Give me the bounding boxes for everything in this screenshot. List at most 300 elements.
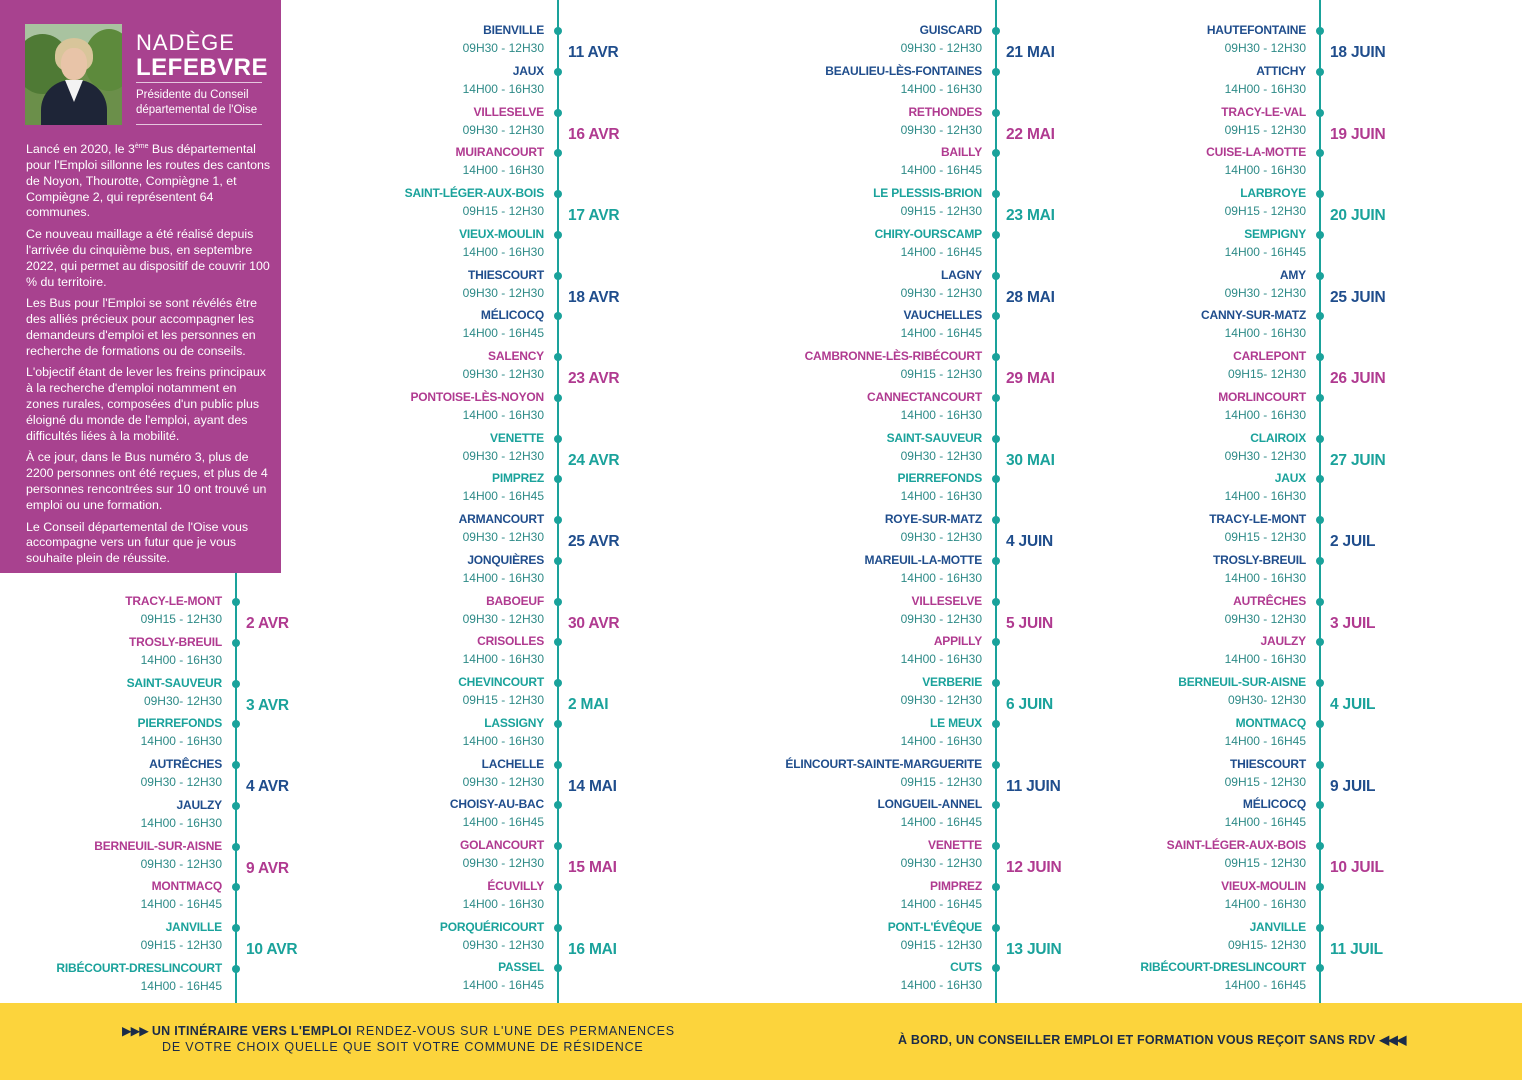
timeline-dot [1316, 842, 1324, 850]
stop-hours: 09H30 - 12H30 [1224, 41, 1306, 55]
timeline-dot [992, 312, 1000, 320]
stop-city: VENETTE [928, 838, 982, 852]
timeline-dot [232, 680, 240, 688]
stop-hours: 14H00 - 16H45 [140, 897, 222, 912]
stop-hours: 14H00 - 16H45 [462, 489, 544, 504]
stop-city: CUTS [950, 960, 982, 975]
stop-hours: 14H00 - 16H30 [462, 407, 544, 422]
stop-hours: 09H30 - 12H30 [900, 285, 982, 300]
stop-hours: 09H15 - 12H30 [900, 367, 982, 381]
stop-city: JANVILLE [1249, 919, 1306, 934]
stop-hours: 09H30 - 12H30 [900, 122, 982, 137]
stop-hours: 14H00 - 16H45 [1224, 733, 1306, 748]
stop-city: PIERREFONDS [897, 471, 982, 486]
stop-hours: 14H00 - 16H45 [140, 978, 222, 993]
timeline-dot [554, 27, 562, 35]
stop-hours: 14H00 - 16H30 [462, 81, 544, 96]
stop-hours: 14H00 - 16H45 [1224, 815, 1306, 830]
stop-hours: 09H30 - 12H30 [462, 41, 544, 55]
stop-city: TROSLY-BREUIL [1213, 552, 1306, 567]
timeline-dot [1316, 516, 1324, 524]
stop-hours: 14H00 - 16H45 [900, 163, 982, 178]
stop-hours: 09H15 - 12H30 [1224, 774, 1306, 789]
triple-arrow-left-icon: ◀◀◀ [1379, 1033, 1406, 1047]
timeline-dot [1316, 924, 1324, 932]
timeline-dot [992, 638, 1000, 646]
stop-city: CANNECTANCOURT [867, 389, 982, 404]
stop-city: MÉLICOCQ [1242, 797, 1306, 812]
timeline-dot [992, 68, 1000, 76]
timeline-dot [992, 598, 1000, 606]
day-date: 11 JUIN [1006, 777, 1061, 795]
stop-hours: 14H00 - 16H30 [462, 570, 544, 585]
timeline-dot [1316, 27, 1324, 35]
day-date: 24 AVR [568, 451, 620, 469]
stop-city: TRACY-LE-MONT [125, 594, 222, 608]
timeline-dot [232, 598, 240, 606]
stop-hours: 09H30 - 12H30 [462, 285, 544, 300]
stop-city: LE MEUX [930, 715, 982, 730]
stop-hours: 14H00 - 16H30 [1224, 489, 1306, 504]
stop-hours: 09H30 - 12H30 [140, 775, 222, 789]
timeline-dot [992, 801, 1000, 809]
day-date: 16 AVR [568, 125, 620, 143]
timeline-dot [1316, 353, 1324, 361]
stop-hours: 14H00 - 16H30 [462, 652, 544, 667]
stop-hours: 09H30 - 12H30 [900, 611, 982, 626]
stop-hours: 09H15 - 12H30 [462, 204, 544, 218]
day-date: 2 JUIL [1330, 533, 1376, 550]
timeline-dot [1316, 272, 1324, 280]
intro-paragraph: Lancé en 2020, le 3ème Bus départemental pour l'Emploi sillonne les routes des cantons de Noyon, Thourotte, Compiègne 1, et Compiègne 2, qui représentent 64 communes. [26, 142, 271, 220]
timeline-dot [1316, 557, 1324, 565]
stop-city: CRISOLLES [477, 634, 544, 649]
day-date: 29 MAI [1006, 370, 1055, 387]
stop-hours: 09H30 - 12H30 [462, 448, 544, 463]
day-date: 21 MAI [1006, 44, 1055, 61]
stop-city: VILLESELVE [911, 593, 982, 608]
timeline-dot [992, 190, 1000, 198]
stop-city: THIESCOURT [1229, 756, 1306, 771]
timeline-dot [554, 924, 562, 932]
stop-city: VAUCHELLES [903, 308, 982, 323]
stop-city: APPILLY [933, 634, 982, 649]
timeline-dot [1316, 394, 1324, 402]
timeline-dot [554, 557, 562, 565]
stop-hours: 09H15 - 12H30 [140, 612, 222, 626]
day-date: 4 JUIL [1330, 696, 1376, 713]
footer-left-line1: ▶▶▶ UN ITINÉRAIRE VERS L'EMPLOI RENDEZ-VOUS SUR L'UNE DES PERMANENCES [122, 1024, 675, 1038]
timeline-dot [554, 598, 562, 606]
timeline-dot [1316, 638, 1324, 646]
timeline-dot [554, 435, 562, 443]
stop-city: JAULZY [176, 797, 222, 812]
timeline-dot [992, 761, 1000, 769]
timeline-dot [554, 883, 562, 891]
timeline-dot [1316, 68, 1324, 76]
stop-city: PIMPREZ [930, 878, 982, 893]
portrait-photo [25, 24, 122, 125]
stop-city: BABOEUF [486, 593, 544, 608]
stop-city: PORQUÉRICOURT [439, 919, 544, 934]
timeline-dot [992, 475, 1000, 483]
stop-hours: 14H00 - 16H45 [1224, 978, 1306, 993]
stop-city: VIEUX-MOULIN [459, 226, 544, 241]
timeline-dot [554, 842, 562, 850]
stop-hours: 09H30 - 12H30 [900, 693, 982, 707]
day-date: 26 JUIN [1330, 370, 1386, 387]
stop-city: VILLESELVE [473, 104, 544, 119]
stop-city: TRACY-LE-MONT [1209, 512, 1306, 526]
timeline-dot [992, 842, 1000, 850]
day-date: 25 JUIN [1330, 288, 1386, 306]
day-date: 11 JUIL [1330, 940, 1383, 958]
stop-hours: 09H30 - 12H30 [462, 937, 544, 952]
stop-hours: 09H30 - 12H30 [462, 367, 544, 381]
stop-hours: 14H00 - 16H30 [900, 978, 982, 993]
timeline-dot [554, 679, 562, 687]
timeline-dot [232, 924, 240, 932]
stop-city: CANNY-SUR-MATZ [1201, 308, 1306, 323]
stop-city: PONT-L'ÉVÊQUE [887, 919, 982, 934]
timeline-dot [1316, 883, 1324, 891]
timeline-dot [554, 761, 562, 769]
stop-city: CHEVINCOURT [458, 675, 544, 689]
stop-city: GOLANCOURT [460, 838, 544, 852]
day-date: 23 AVR [568, 370, 620, 387]
stop-hours: 14H00 - 16H30 [462, 896, 544, 911]
day-date: 13 JUIN [1006, 940, 1062, 958]
stop-hours: 14H00 - 16H45 [900, 815, 982, 830]
stop-hours: 09H30- 12H30 [1227, 693, 1306, 707]
stop-hours: 14H00 - 16H30 [140, 734, 222, 749]
footer-right-text: À BORD, UN CONSEILLER EMPLOI ET FORMATION VOUS REÇOIT SANS RDV ◀◀◀ [898, 1033, 1406, 1047]
day-date: 9 JUIL [1330, 777, 1376, 795]
stop-hours: 14H00 - 16H30 [1224, 407, 1306, 422]
timeline-dot [1316, 190, 1324, 198]
day-date: 10 AVR [246, 941, 298, 958]
day-date: 17 AVR [568, 207, 620, 224]
day-date: 12 JUIN [1006, 859, 1062, 876]
timeline-dot [554, 272, 562, 280]
stop-city: SALENCY [488, 349, 544, 363]
timeline-dot [1316, 231, 1324, 239]
stop-city: VIEUX-MOULIN [1221, 878, 1306, 893]
stop-hours: 14H00 - 16H30 [1224, 652, 1306, 667]
stop-city: CAMBRONNE-LÈS-RIBÉCOURT [804, 349, 982, 363]
stop-city: PIMPREZ [492, 471, 544, 486]
stop-hours: 09H30 - 12H30 [462, 774, 544, 789]
stop-hours: 09H30 - 12H30 [900, 530, 982, 544]
stop-city: CLAIROIX [1250, 430, 1306, 445]
stop-city: CHOISY-AU-BAC [449, 797, 544, 812]
intro-panel [0, 0, 281, 573]
stop-city: PONTOISE-LÈS-NOYON [410, 389, 544, 404]
timeline-dot [992, 231, 1000, 239]
stop-city: VENETTE [490, 430, 544, 445]
stop-city: CARLEPONT [1233, 349, 1306, 363]
timeline-dot [1316, 435, 1324, 443]
day-date: 3 AVR [246, 696, 289, 714]
stop-city: JAUX [1274, 471, 1306, 486]
stop-city: MONTMACQ [151, 879, 222, 894]
intro-paragraph: Les Bus pour l'Emploi se sont révélés être des alliés précieux pour accompagner les demandeurs d'emploi et les personnes en recherche de formations ou de conseils. [26, 296, 258, 358]
footer-left-line2: DE VOTRE CHOIX QUELLE QUE SOIT VOTRE COMMUNE DE RÉSIDENCE [162, 1040, 644, 1054]
stop-hours: 14H00 - 16H30 [462, 244, 544, 259]
stop-city: GUISCARD [919, 23, 982, 37]
stop-city: JONQUIÈRES [467, 552, 544, 567]
day-date: 4 AVR [246, 778, 289, 795]
stop-city: BERNEUIL-SUR-AISNE [94, 838, 222, 853]
stop-city: LACHELLE [481, 756, 544, 771]
stop-city: HAUTEFONTAINE [1206, 23, 1306, 37]
stop-city: MUIRANCOURT [455, 145, 544, 160]
timeline-dot [1316, 149, 1324, 157]
stop-hours: 14H00 - 16H30 [1224, 326, 1306, 341]
stop-city: AUTRÊCHES [149, 757, 222, 771]
stop-hours: 09H30 - 12H30 [1224, 285, 1306, 300]
stop-hours: 14H00 - 16H45 [1224, 244, 1306, 259]
timeline-dot [992, 394, 1000, 402]
divider [136, 82, 262, 83]
timeline-dot [992, 883, 1000, 891]
stop-hours: 09H15 - 12H30 [1224, 530, 1306, 544]
timeline-dot [1316, 312, 1324, 320]
day-date: 10 JUIL [1330, 859, 1384, 876]
stop-city: MAREUIL-LA-MOTTE [864, 552, 982, 567]
stop-hours: 09H30 - 12H30 [1224, 611, 1306, 626]
stop-hours: 09H30 - 12H30 [462, 856, 544, 870]
stop-hours: 09H15- 12H30 [1227, 937, 1306, 952]
timeline-dot [992, 435, 1000, 443]
stop-city: AUTRÊCHES [1233, 593, 1306, 608]
stop-hours: 14H00 - 16H45 [462, 978, 544, 993]
timeline-dot [554, 720, 562, 728]
stop-hours: 14H00 - 16H30 [900, 652, 982, 667]
president-role: Présidente du Conseil départemental de l'Oise [136, 89, 258, 116]
timeline-dot [232, 883, 240, 891]
day-date: 28 MAI [1006, 288, 1055, 306]
stop-city: ROYE-SUR-MATZ [884, 512, 982, 526]
stop-hours: 09H15 - 12H30 [1224, 122, 1306, 137]
stop-hours: 14H00 - 16H30 [900, 570, 982, 585]
stop-city: ÉLINCOURT-SAINTE-MARGUERITE [785, 756, 982, 771]
stop-city: MONTMACQ [1235, 715, 1306, 730]
stop-hours: 09H30 - 12H30 [1224, 448, 1306, 463]
stop-city: SEMPIGNY [1244, 226, 1306, 241]
timeline-dot [992, 353, 1000, 361]
day-date: 15 MAI [568, 859, 617, 876]
timeline-dot [992, 272, 1000, 280]
timeline-dot [992, 516, 1000, 524]
stop-city: JANVILLE [165, 920, 222, 934]
stop-hours: 09H15 - 12H30 [900, 937, 982, 952]
stop-city: BIENVILLE [483, 23, 544, 37]
divider [136, 124, 262, 125]
stop-hours: 09H15 - 12H30 [900, 774, 982, 789]
stop-hours: 14H00 - 16H30 [1224, 81, 1306, 96]
timeline-dot [1316, 679, 1324, 687]
timeline-dot [554, 149, 562, 157]
day-date: 5 JUIN [1006, 614, 1054, 632]
timeline-dot [232, 802, 240, 810]
stop-hours: 09H30- 12H30 [143, 693, 222, 708]
stop-city: RETHONDES [908, 104, 982, 119]
stop-hours: 14H00 - 16H30 [462, 163, 544, 178]
stop-hours: 09H30 - 12H30 [462, 122, 544, 137]
timeline-dot [232, 639, 240, 647]
timeline-dot [1316, 109, 1324, 117]
day-date: 20 JUIN [1330, 207, 1386, 224]
timeline-dot [1316, 475, 1324, 483]
stop-city: BAILLY [940, 145, 982, 160]
day-date: 27 JUIN [1330, 451, 1386, 469]
stop-city: RIBÉCOURT-DRESLINCOURT [56, 960, 222, 975]
stop-hours: 14H00 - 16H30 [1224, 570, 1306, 585]
stop-city: SAINT-LÉGER-AUX-BOIS [404, 186, 544, 200]
timeline-dot [232, 720, 240, 728]
stop-hours: 14H00 - 16H45 [462, 815, 544, 830]
day-date: 2 MAI [568, 696, 609, 713]
stop-hours: 09H30 - 12H30 [462, 530, 544, 544]
stop-city: MÉLICOCQ [480, 308, 544, 323]
timeline-dot [554, 190, 562, 198]
stop-hours: 14H00 - 16H30 [900, 489, 982, 504]
timeline-dot [1316, 598, 1324, 606]
intro-paragraph: Le Conseil départemental de l'Oise vous accompagne vers un futur que je vous souhaite plein de réussite. [26, 519, 249, 566]
stop-city: MORLINCOURT [1218, 389, 1306, 404]
stop-city: TROSLY-BREUIL [129, 634, 222, 649]
timeline-dot [554, 801, 562, 809]
stop-city: ARMANCOURT [458, 512, 544, 526]
timeline-dot [992, 27, 1000, 35]
timeline-dot [554, 109, 562, 117]
day-date: 18 JUIN [1330, 44, 1386, 61]
stop-hours: 09H30 - 12H30 [462, 611, 544, 626]
president-last-name: LEFEBVRE [136, 54, 269, 81]
day-date: 3 JUIL [1330, 614, 1376, 632]
day-date: 30 AVR [568, 614, 620, 632]
timeline-dot [554, 638, 562, 646]
stop-hours: 14H00 - 16H30 [1224, 163, 1306, 178]
stop-hours: 09H15 - 12H30 [1224, 856, 1306, 870]
stop-city: ÉCUVILLY [487, 878, 544, 893]
stop-hours: 14H00 - 16H45 [900, 326, 982, 341]
stop-hours: 09H15 - 12H30 [462, 693, 544, 707]
timeline-dot [232, 965, 240, 973]
stop-city: PIERREFONDS [137, 716, 222, 731]
stop-city: LARBROYE [1240, 186, 1306, 200]
timeline-dot [554, 68, 562, 76]
timeline-dot [1316, 964, 1324, 972]
stop-city: BEAULIEU-LÈS-FONTAINES [825, 63, 982, 78]
stop-city: LAGNY [940, 267, 982, 282]
triple-arrow-right-icon: ▶▶▶ [122, 1024, 148, 1038]
timeline-dot [992, 720, 1000, 728]
stop-city: CUISE-LA-MOTTE [1206, 145, 1306, 160]
intro-text [26, 139, 272, 573]
timeline-dot [554, 964, 562, 972]
intro-paragraph: À ce jour, dans le Bus numéro 3, plus de 2200 personnes ont été reçues, et plus de 4 personnes rencontrées sur 10 ont trouvé un emploi ou une formation. [26, 450, 268, 512]
stop-city: RIBÉCOURT-DRESLINCOURT [1140, 960, 1306, 975]
timeline-dot [554, 394, 562, 402]
timeline-dot [554, 516, 562, 524]
stop-hours: 09H15- 12H30 [1227, 367, 1306, 381]
day-date: 23 MAI [1006, 207, 1055, 224]
stop-city: PASSEL [498, 960, 544, 975]
day-date: 4 JUIN [1006, 533, 1054, 550]
timeline-dot [232, 843, 240, 851]
stop-city: CHIRY-OURSCAMP [874, 226, 982, 241]
stop-hours: 14H00 - 16H30 [140, 815, 222, 830]
timeline-dot [1316, 761, 1324, 769]
intro-paragraph: L'objectif étant de lever les freins principaux à la recherche d'emploi notamment en zones rurales, composées d'un public plus éloigné du monde de l'emploi, ayant des difficultés liées à la mobilité. [26, 365, 266, 443]
stop-hours: 09H15 - 12H30 [900, 204, 982, 218]
stop-city: SAINT-SAUVEUR [886, 430, 982, 445]
stop-hours: 09H30 - 12H30 [140, 856, 222, 871]
stop-city: LASSIGNY [484, 715, 544, 730]
stop-hours: 14H00 - 16H30 [900, 81, 982, 96]
day-date: 25 AVR [568, 533, 620, 550]
stop-hours: 14H00 - 16H45 [462, 326, 544, 341]
stop-hours: 09H15 - 12H30 [1224, 204, 1306, 218]
president-first-name: NADÈGE [136, 30, 235, 55]
timeline-dot [554, 475, 562, 483]
day-date: 6 JUIN [1006, 696, 1054, 713]
stop-hours: 14H00 - 16H30 [462, 733, 544, 748]
stop-city: AMY [1279, 267, 1306, 282]
timeline-dot [554, 231, 562, 239]
day-date: 22 MAI [1006, 125, 1055, 143]
timeline-dot [1316, 720, 1324, 728]
intro-paragraph: Ce nouveau maillage a été réalisé depuis l'arrivée du cinquième bus, en septembre 2022, qui permet au dispositif de couvrir 100 % du territoire. [26, 227, 270, 289]
timeline-dot [992, 149, 1000, 157]
day-date: 19 JUIN [1330, 125, 1386, 143]
stop-hours: 09H30 - 12H30 [900, 448, 982, 463]
day-date: 9 AVR [246, 859, 289, 877]
stop-city: THIESCOURT [467, 267, 544, 282]
timeline-dot [1316, 801, 1324, 809]
timeline-dot [554, 312, 562, 320]
stop-city: SAINT-SAUVEUR [126, 675, 222, 690]
timeline-dot [992, 679, 1000, 687]
stop-hours: 14H00 - 16H45 [900, 244, 982, 259]
stop-city: ATTICHY [1256, 63, 1306, 78]
stop-city: LE PLESSIS-BRION [873, 186, 982, 200]
day-date: 30 MAI [1006, 451, 1055, 469]
stop-hours: 14H00 - 16H30 [900, 733, 982, 748]
day-date: 16 MAI [568, 940, 617, 958]
timeline-dot [992, 109, 1000, 117]
stop-hours: 14H00 - 16H45 [900, 896, 982, 911]
timeline-dot [232, 761, 240, 769]
timeline-dot [554, 353, 562, 361]
stop-city: SAINT-LÉGER-AUX-BOIS [1166, 838, 1306, 852]
stop-hours: 14H00 - 16H30 [900, 407, 982, 422]
stop-city: BERNEUIL-SUR-AISNE [1178, 675, 1306, 689]
stop-hours: 09H30 - 12H30 [900, 856, 982, 870]
timeline-dot [992, 964, 1000, 972]
timeline-dot [992, 557, 1000, 565]
stop-city: JAUX [512, 63, 544, 78]
stop-hours: 14H00 - 16H30 [1224, 896, 1306, 911]
stop-city: JAULZY [1260, 634, 1306, 649]
stop-city: LONGUEIL-ANNEL [877, 797, 982, 812]
stop-hours: 09H30 - 12H30 [900, 41, 982, 55]
timeline-line [235, 573, 237, 1003]
stop-hours: 14H00 - 16H30 [140, 652, 222, 667]
stop-city: VERBERIE [922, 675, 982, 689]
